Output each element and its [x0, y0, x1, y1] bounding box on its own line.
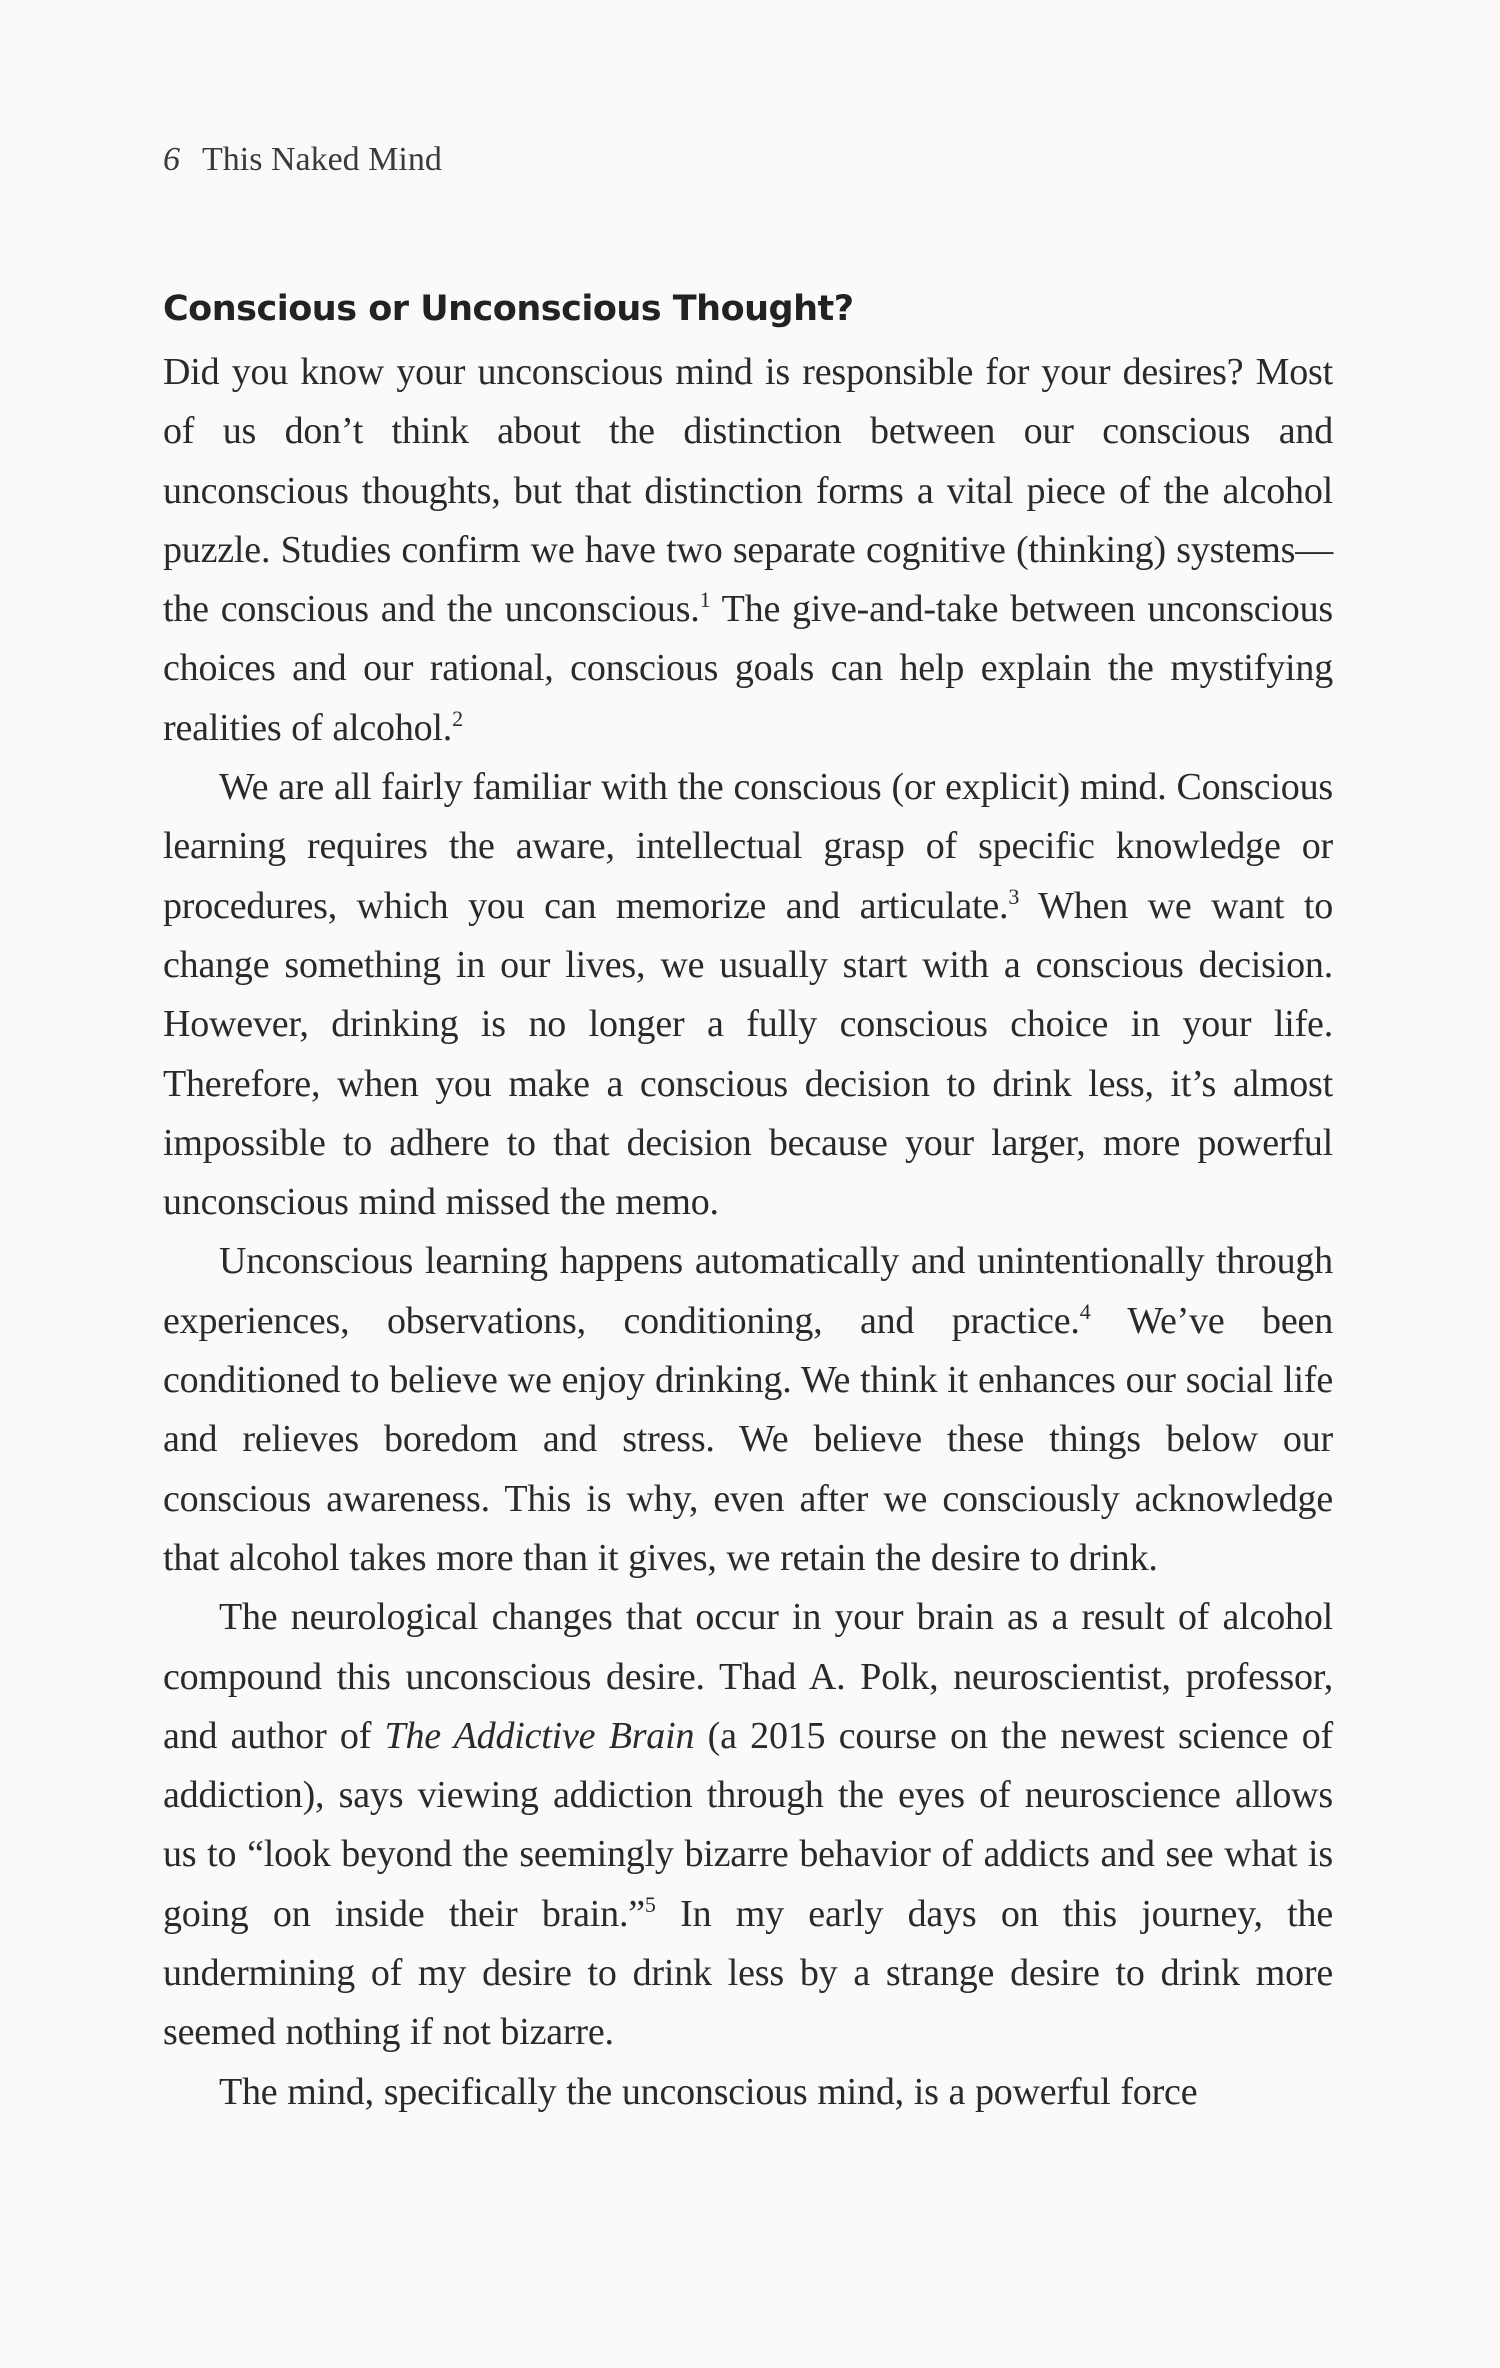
footnote-ref-4: 4: [1079, 1298, 1091, 1324]
paragraph-4-text-c: In my early days on this journey, the undermining of my desire to drink less by a strange desire to drink more seemed nothing if not bizarre.: [163, 1892, 1333, 2054]
paragraph-2: [163, 758, 1333, 1232]
paragraph-4-text-b: (a 2015 course on the newest science of addiction), says viewing addiction through the eyes of neuroscience allows us to “look beyond the seemingly bizarre behavior of addicts and see what is going on inside their brain.”: [163, 1714, 1333, 1935]
page-number: 6: [163, 141, 180, 178]
paragraph-5-text-a: The mind, specifically the unconscious mind, is a powerful force: [219, 2070, 1198, 2113]
book-page: [163, 140, 1333, 2122]
paragraph-4-text-a: The neurological changes that occur in your brain as a result of alcohol compound this unconscious desire. Thad A. Polk, neuroscientist, professor, and author of: [163, 1596, 1333, 1757]
paragraph-3-text-a: Unconscious learning happens automatically and unintentionally through experiences, observations, conditioning, and practice.: [163, 1240, 1333, 1342]
paragraph-3-text-b: We’ve been conditioned to believe we enjoy drinking. We think it enhances our social life and relieves boredom and stress. We believe these things below our conscious awareness. This is why, even after we consciously acknowledge that alcohol takes more than it gives, we retain the desire to drink.: [163, 1299, 1333, 1579]
body-text: [163, 343, 1333, 2122]
paragraph-5: [163, 2063, 1333, 2122]
book-title: This Naked Mind: [202, 141, 442, 178]
footnote-ref-2: 2: [452, 705, 463, 731]
paragraph-1-text-b: The give-and-take between unconscious choices and our rational, conscious goals can help explain the mystifying realities of alcohol.: [163, 588, 1333, 749]
paragraph-1-text-a: Did you know your unconscious mind is responsible for your desires? Most of us don’t think about the distinction between our conscious and unconscious thoughts, but that distinction forms a vital piece of the alcohol puzzle. Studies confirm we have two separate cognitive (thinking) systems—the conscious and the unconscious.: [163, 351, 1333, 631]
paragraph-2-text-a: We are all fairly familiar with the conscious (or explicit) mind. Conscious learning requires the aware, intellectual grasp of specific knowledge or procedures, which you can memorize and articulate.: [163, 766, 1333, 927]
paragraph-3: [163, 1232, 1333, 1588]
paragraph-4: [163, 1588, 1333, 2062]
footnote-ref-3: 3: [1008, 883, 1020, 909]
section-heading: Conscious or Unconscious Thought?: [163, 289, 854, 329]
book-title-reference: The Addictive Brain: [384, 1714, 695, 1757]
running-head: [163, 140, 1333, 180]
paragraph-2-text-b: When we want to change something in our lives, we usually start with a conscious decision. However, drinking is no longer a fully conscious choice in your life. Therefore, when you make a conscious decision to drink less, it’s almost impossible to adhere to that decision because your larger, more powerful unconscious mind missed the memo.: [163, 884, 1333, 1224]
paragraph-1: [163, 343, 1333, 758]
footnote-ref-5: 5: [644, 1891, 656, 1917]
footnote-ref-1: 1: [699, 587, 711, 613]
